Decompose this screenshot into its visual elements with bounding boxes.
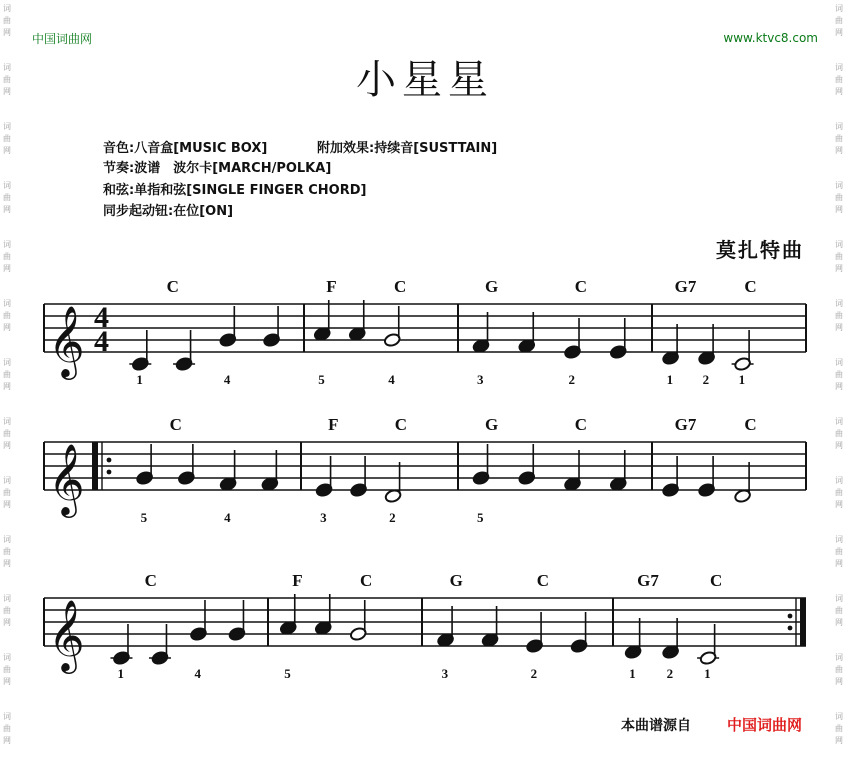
watermark-char: 曲 <box>835 606 843 615</box>
repeat-dot <box>788 614 793 619</box>
watermark-char: 网 <box>3 323 11 332</box>
watermark-char: 网 <box>3 736 11 745</box>
watermark-char: 曲 <box>3 429 11 438</box>
watermark-char: 网 <box>835 264 843 273</box>
watermark-char: 网 <box>3 87 11 96</box>
repeat-thick-bar <box>92 442 98 490</box>
treble-clef-icon: 𝄞 <box>48 442 85 515</box>
watermark-char: 词 <box>835 417 843 426</box>
repeat-dot <box>107 458 112 463</box>
source-site-link[interactable]: 中国词曲网 <box>727 716 803 734</box>
watermark-char: 词 <box>835 712 843 721</box>
watermark-char: 网 <box>835 736 843 745</box>
chord-setting: 和弦:单指和弦[SINGLE FINGER CHORD] <box>103 183 367 198</box>
repeat-dot <box>788 626 793 631</box>
fingering-number: 2 <box>568 372 576 387</box>
watermark-char: 网 <box>3 441 11 450</box>
chord-symbol: C <box>710 571 723 590</box>
repeat-thick-bar <box>800 598 806 646</box>
watermark-char: 网 <box>835 87 843 96</box>
chord-symbol: G7 <box>637 571 659 590</box>
chord-symbol: F <box>328 415 339 434</box>
chord-symbol: G7 <box>674 415 697 434</box>
watermark-char: 曲 <box>835 429 843 438</box>
treble-clef-icon: 𝄞 <box>48 304 85 377</box>
watermark-char: 词 <box>3 712 11 721</box>
watermark-char: 词 <box>3 653 11 662</box>
watermark-char: 词 <box>3 476 11 485</box>
watermark-char: 网 <box>835 500 843 509</box>
watermark-char: 曲 <box>3 665 11 674</box>
watermark-char: 网 <box>835 146 843 155</box>
chord-symbol: C <box>166 277 179 296</box>
chord-symbol: C <box>536 571 550 590</box>
watermark-char: 曲 <box>835 311 843 320</box>
fingering-number: 2 <box>666 666 674 681</box>
watermark-char: 曲 <box>3 75 11 84</box>
site-name-header: 中国词曲网 <box>32 32 93 46</box>
watermark-char: 词 <box>835 594 843 603</box>
watermark-char: 网 <box>3 559 11 568</box>
watermark-char: 曲 <box>835 665 843 674</box>
source-label: 本曲谱源自 <box>621 718 691 734</box>
fingering-number: 4 <box>388 372 395 387</box>
watermark-char: 曲 <box>835 547 843 556</box>
time-signature-top: 4 <box>94 301 109 334</box>
tone-setting: 音色:八音盒[MUSIC BOX] <box>103 141 268 156</box>
chord-symbol: C <box>169 415 182 434</box>
watermark-char: 曲 <box>835 724 843 733</box>
watermark-char: 网 <box>835 677 843 686</box>
watermark-char: 曲 <box>3 724 11 733</box>
watermark-char: 曲 <box>3 488 11 497</box>
time-signature-bottom: 4 <box>94 325 109 358</box>
watermark-char: 曲 <box>835 16 843 25</box>
chord-symbol: C <box>574 415 588 434</box>
rhythm-setting: 节奏:波谱 波尔卡[MARCH/POLKA] <box>103 161 332 176</box>
watermark-char: 词 <box>3 594 11 603</box>
watermark-char: 词 <box>3 417 11 426</box>
fingering-number: 5 <box>140 510 148 525</box>
staff-system <box>44 571 806 681</box>
chord-symbol: G <box>485 415 499 434</box>
fingering-number: 3 <box>477 372 484 387</box>
watermark-char: 网 <box>3 382 11 391</box>
fingering-number: 1 <box>117 666 124 681</box>
chord-symbol: C <box>394 277 407 296</box>
watermark-char: 词 <box>3 535 11 544</box>
watermark-char: 词 <box>835 358 843 367</box>
treble-clef-icon: 𝄞 <box>48 598 85 671</box>
watermark-char: 词 <box>835 4 843 13</box>
effect-setting: 附加效果:持续音[SUSTTAIN] <box>317 141 498 156</box>
watermark-char: 曲 <box>835 488 843 497</box>
watermark-char: 词 <box>835 63 843 72</box>
chord-symbol: G7 <box>674 277 697 296</box>
fingering-number: 1 <box>629 666 636 681</box>
watermark-char: 网 <box>3 28 11 37</box>
fingering-number: 5 <box>318 372 325 387</box>
fingering-number: 4 <box>224 510 231 525</box>
fingering-number: 1 <box>738 372 746 387</box>
watermark-char: 网 <box>3 500 11 509</box>
watermark-char: 网 <box>835 205 843 214</box>
chord-symbol: C <box>360 571 373 590</box>
chord-symbol: G <box>449 571 463 590</box>
chord-symbol: F <box>326 277 337 296</box>
chord-symbol: F <box>292 571 303 590</box>
watermark-char: 网 <box>835 382 843 391</box>
repeat-dot <box>107 470 112 475</box>
watermark-char: 词 <box>3 358 11 367</box>
chord-symbol: C <box>744 277 757 296</box>
watermark-char: 词 <box>3 181 11 190</box>
chord-symbol: C <box>744 415 757 434</box>
watermark-char: 曲 <box>3 606 11 615</box>
composer-credit: 莫扎特曲 <box>716 238 804 262</box>
fingering-number: 3 <box>320 510 327 525</box>
watermark-char: 网 <box>835 28 843 37</box>
fingering-number: 1 <box>666 372 674 387</box>
watermark-char: 网 <box>3 146 11 155</box>
watermark-char: 曲 <box>3 16 11 25</box>
watermark-char: 词 <box>835 181 843 190</box>
fingering-number: 2 <box>702 372 710 387</box>
watermark-char: 曲 <box>3 370 11 379</box>
song-title: 小星星 <box>356 57 494 103</box>
watermark-char: 网 <box>835 441 843 450</box>
watermark-char: 词 <box>3 122 11 131</box>
watermark-char: 曲 <box>3 252 11 261</box>
watermark-char: 曲 <box>835 134 843 143</box>
watermark-char: 曲 <box>3 547 11 556</box>
watermark-char: 曲 <box>835 193 843 202</box>
chord-symbol: C <box>394 415 408 434</box>
fingering-number: 4 <box>223 372 231 387</box>
staff-system <box>44 277 806 387</box>
watermark-char: 网 <box>835 559 843 568</box>
watermark-char: 词 <box>835 653 843 662</box>
watermark-char: 曲 <box>835 370 843 379</box>
watermark-char: 词 <box>835 122 843 131</box>
watermark-char: 词 <box>835 476 843 485</box>
watermark-char: 曲 <box>835 75 843 84</box>
fingering-number: 1 <box>704 666 711 681</box>
watermark-char: 网 <box>835 618 843 627</box>
fingering-number: 2 <box>530 666 538 681</box>
watermark-char: 网 <box>3 618 11 627</box>
watermark-char: 网 <box>3 264 11 273</box>
fingering-number: 2 <box>389 510 396 525</box>
fingering-number: 5 <box>477 510 484 525</box>
chord-symbol: C <box>574 277 588 296</box>
watermark-char: 词 <box>3 240 11 249</box>
watermark-char: 网 <box>3 205 11 214</box>
watermark-char: 词 <box>835 299 843 308</box>
watermark-char: 曲 <box>3 311 11 320</box>
fingering-number: 1 <box>136 372 143 387</box>
chord-symbol: G <box>485 277 499 296</box>
fingering-number: 4 <box>194 666 201 681</box>
watermark-char: 曲 <box>3 134 11 143</box>
watermark-char: 网 <box>835 323 843 332</box>
watermark-char: 词 <box>3 4 11 13</box>
watermark-char: 词 <box>835 240 843 249</box>
watermark-char: 网 <box>3 677 11 686</box>
sync-start-setting: 同步起动钮:在位[ON] <box>103 204 234 219</box>
site-url-header: www.ktvc8.com <box>723 31 818 45</box>
watermark-char: 曲 <box>835 252 843 261</box>
fingering-number: 5 <box>284 666 291 681</box>
watermark-char: 曲 <box>3 193 11 202</box>
fingering-number: 3 <box>441 666 449 681</box>
chord-symbol: C <box>144 571 157 590</box>
staff-system <box>44 415 806 525</box>
watermark-char: 词 <box>3 299 11 308</box>
watermark-char: 词 <box>835 535 843 544</box>
watermark-char: 词 <box>3 63 11 72</box>
